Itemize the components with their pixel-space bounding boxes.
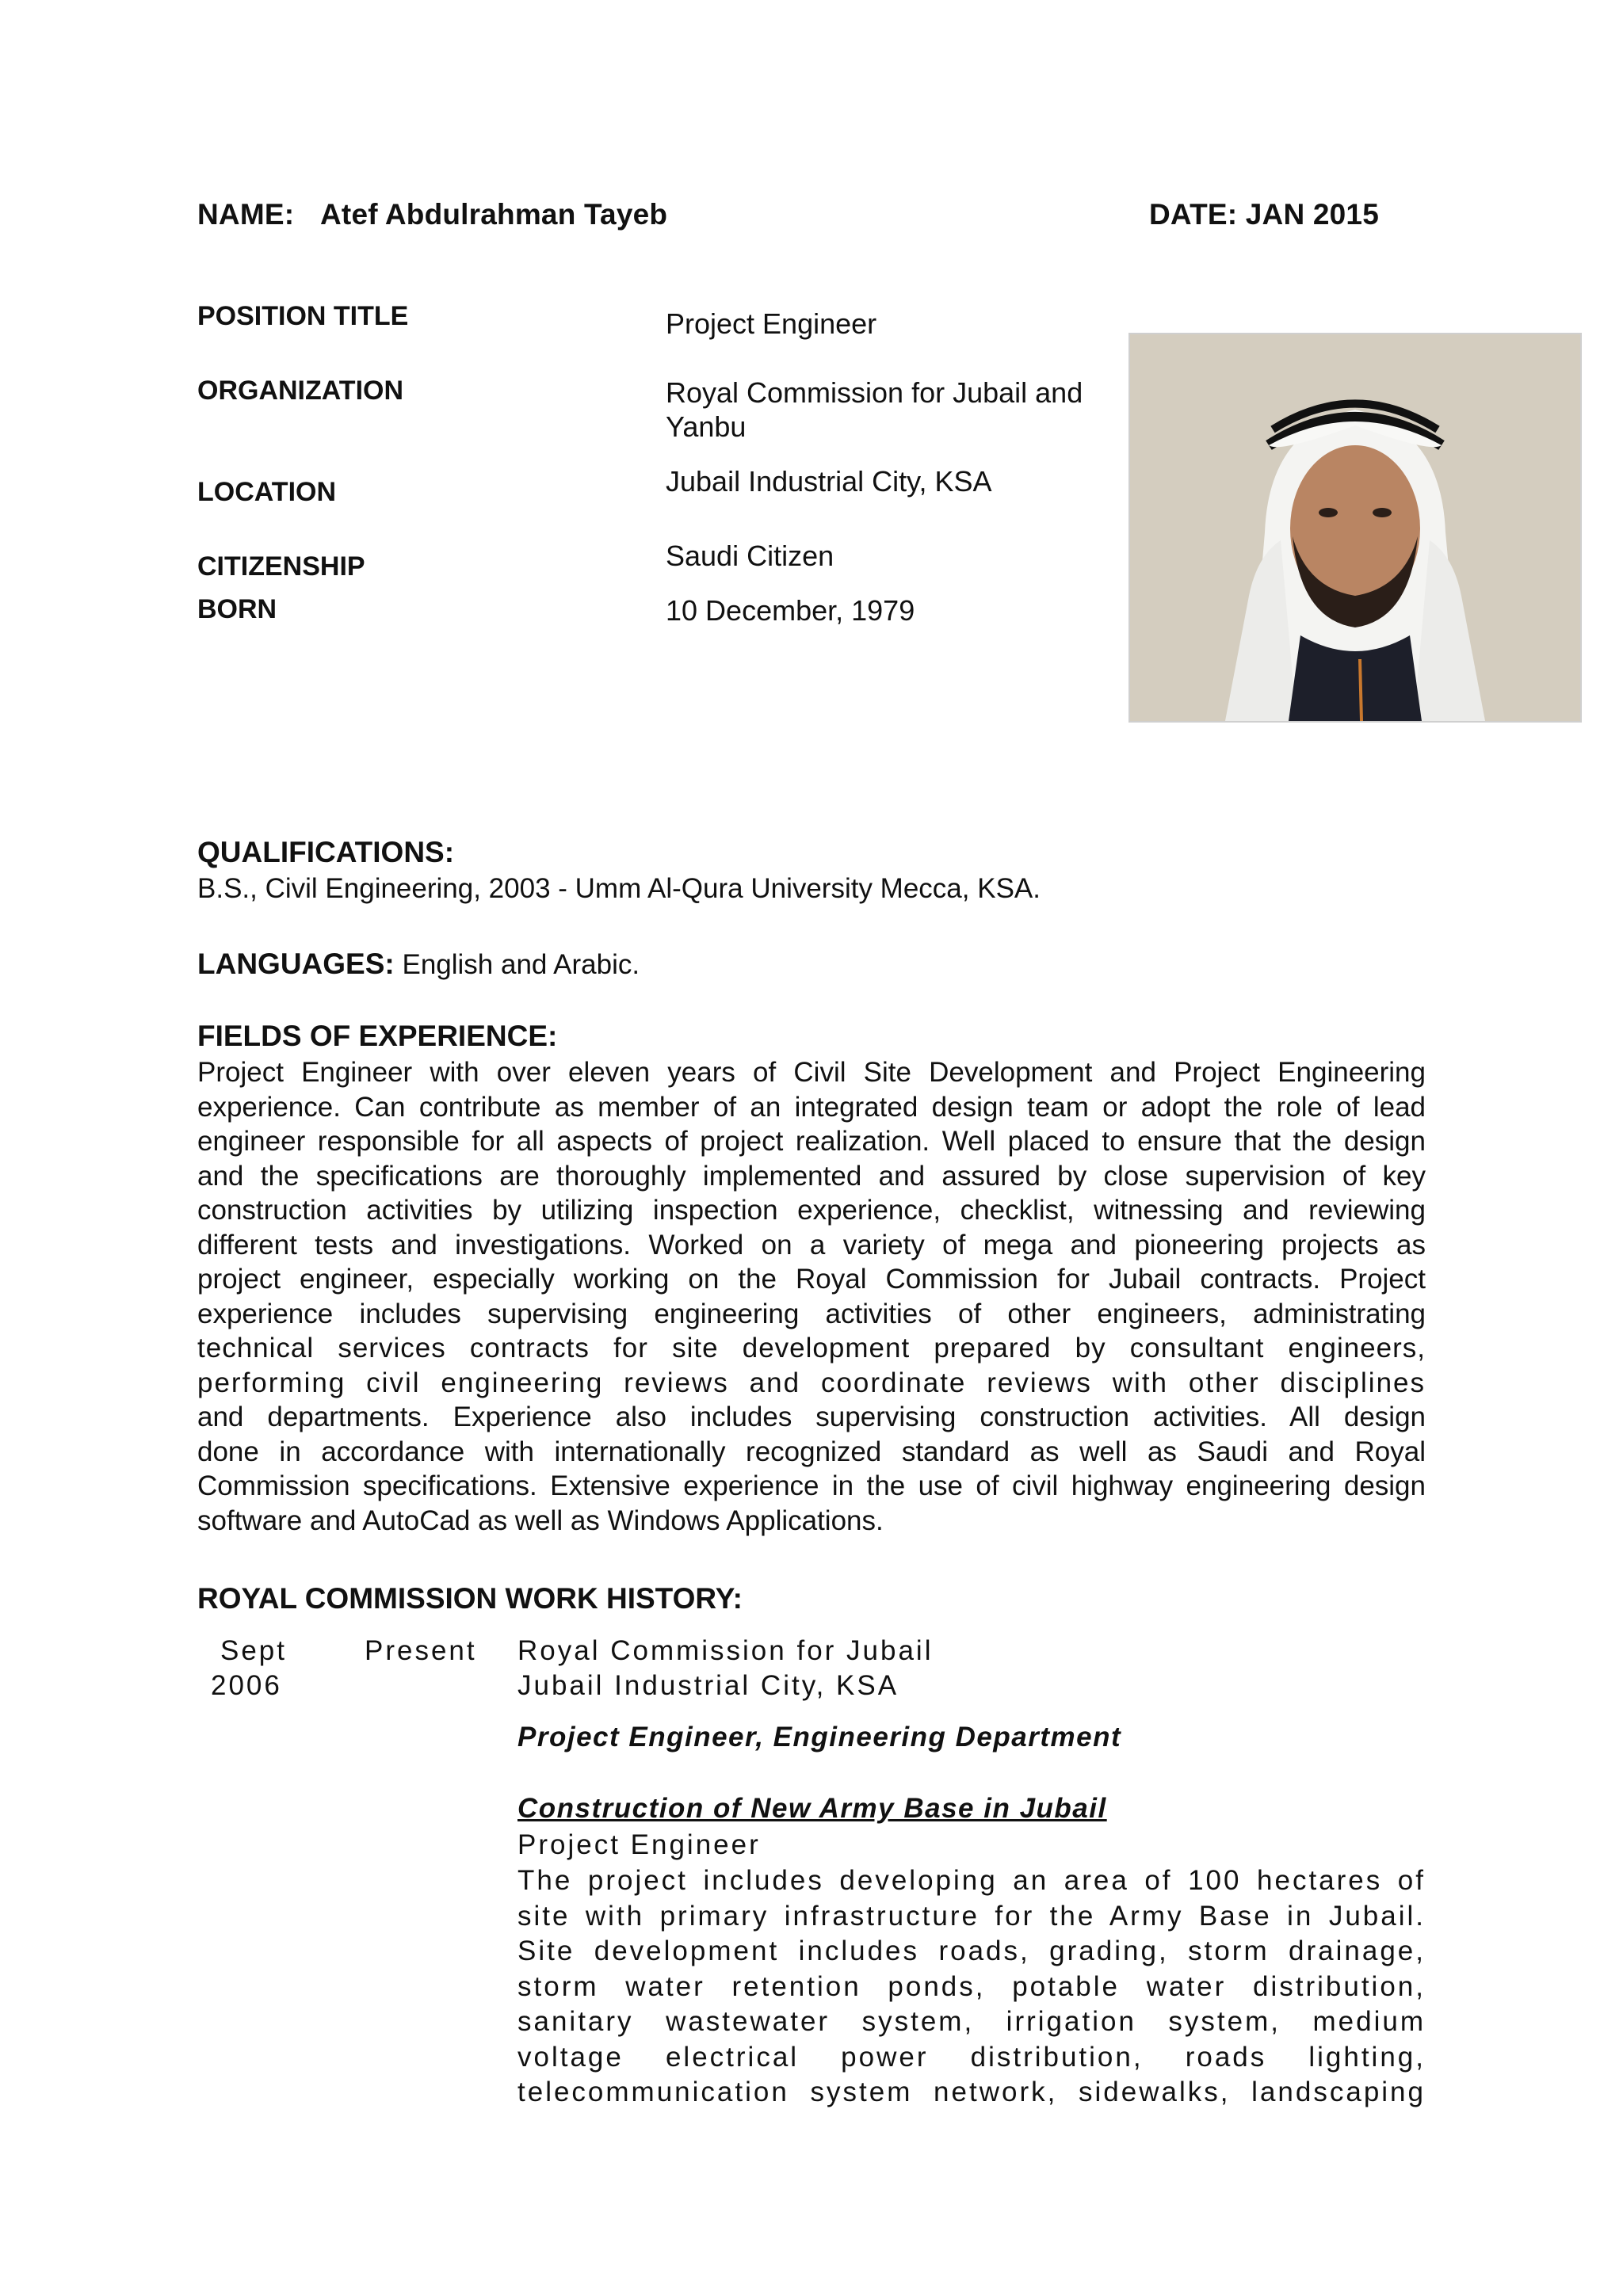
- candidate-name: Atef Abdulrahman Tayeb: [320, 198, 668, 231]
- profile-photo: [1128, 333, 1582, 723]
- languages-heading: LANGUAGES:: [197, 948, 395, 980]
- organization-label: ORGANIZATION: [197, 376, 404, 406]
- project-line: sanitary wastewater system, irrigation system, medium: [517, 2006, 1426, 2037]
- name-label: NAME:: [197, 198, 295, 231]
- location-value: Jubail Industrial City, KSA: [666, 465, 992, 498]
- born-value: 10 December, 1979: [666, 594, 915, 627]
- fields-line: done in accordance with internationally recognized standard as well as Saudi and Royal: [197, 1436, 1426, 1467]
- citizenship-value: Saudi Citizen: [666, 540, 834, 572]
- fields-line: experience. Can contribute as member of an integrated design team or adopt the role of lead: [197, 1091, 1426, 1123]
- fields-line: and the specifications are thoroughly implemented and assured by close supervision of key: [197, 1160, 1426, 1192]
- fields-line: Project Engineer with over eleven years of Civil Site Development and Project Engineering: [197, 1057, 1426, 1088]
- project-role: Project Engineer: [517, 1829, 761, 1860]
- project-line: voltage electrical power distribution, roads lighting,: [517, 2041, 1426, 2073]
- position-title-value: Project Engineer: [666, 307, 877, 340]
- citizenship-label: CITIZENSHIP: [197, 551, 365, 582]
- fields-line: performing civil engineering reviews and coordinate reviews with other disciplines: [197, 1367, 1426, 1398]
- languages-row: [197, 947, 640, 982]
- start-month: Sept: [220, 1635, 287, 1666]
- employer-name: Royal Commission for Jubail: [517, 1635, 934, 1666]
- fields-line: construction activities by utilizing inspection experience, checklist, witnessing and reviewing: [197, 1195, 1426, 1226]
- start-year: 2006: [211, 1670, 282, 1701]
- fields-line: software and AutoCad as well as Windows Applications.: [197, 1505, 884, 1536]
- fields-line: technical services contracts for site development prepared by consultant engineers,: [197, 1333, 1426, 1363]
- job-role: Project Engineer, Engineering Department: [517, 1722, 1122, 1753]
- project-line: site with primary infrastructure for the Army Base in Jubail.: [517, 1900, 1426, 1932]
- organization-value-line1: Royal Commission for Jubail and: [666, 376, 1083, 409]
- languages-text: English and Arabic.: [402, 949, 640, 980]
- project-description: [517, 1863, 1426, 2111]
- fields-line: project engineer, especially working on the Royal Commission for Jubail contracts. Project: [197, 1264, 1426, 1295]
- document-date: DATE: JAN 2015: [1149, 198, 1379, 231]
- employer-location: Jubail Industrial City, KSA: [517, 1670, 899, 1701]
- fields-line: different tests and investigations. Worked on a variety of mega and pioneering projects as: [197, 1229, 1426, 1261]
- fields-line: Commission specifications. Extensive experience in the use of civil highway engineering design: [197, 1470, 1426, 1501]
- portrait-illustration: [1130, 334, 1580, 721]
- qualifications-heading: QUALIFICATIONS:: [197, 836, 455, 868]
- project-line: telecommunication system network, sidewalks, landscaping: [517, 2077, 1426, 2107]
- fields-line: and departments. Experience also includes supervising construction activities. All design: [197, 1402, 1426, 1432]
- end-date: Present: [365, 1635, 477, 1666]
- location-label: LOCATION: [197, 477, 337, 507]
- fields-line: engineer responsible for all aspects of project realization. Well placed to ensure that the design: [197, 1126, 1426, 1157]
- fields-heading: FIELDS OF EXPERIENCE:: [197, 1020, 558, 1052]
- project-line: storm water retention ponds, potable water distribution,: [517, 1970, 1426, 2002]
- position-title-label: POSITION TITLE: [197, 301, 409, 331]
- project-line: The project includes developing an area of 100 hectares of: [517, 1865, 1426, 1896]
- work-history-heading: ROYAL COMMISSION WORK HISTORY:: [197, 1582, 743, 1615]
- project-title: Construction of New Army Base in Jubail: [517, 1793, 1107, 1824]
- fields-line: experience includes supervising engineering activities of other engineers, administrating: [197, 1298, 1426, 1329]
- born-label: BORN: [197, 594, 277, 624]
- project-line: Site development includes roads, grading, storm drainage,: [517, 1936, 1426, 1966]
- fields-paragraph: [197, 1055, 1426, 1538]
- qualifications-text: B.S., Civil Engineering, 2003 - Umm Al-Qura University Mecca, KSA.: [197, 873, 1041, 904]
- organization-value-line2: Yanbu: [666, 410, 747, 443]
